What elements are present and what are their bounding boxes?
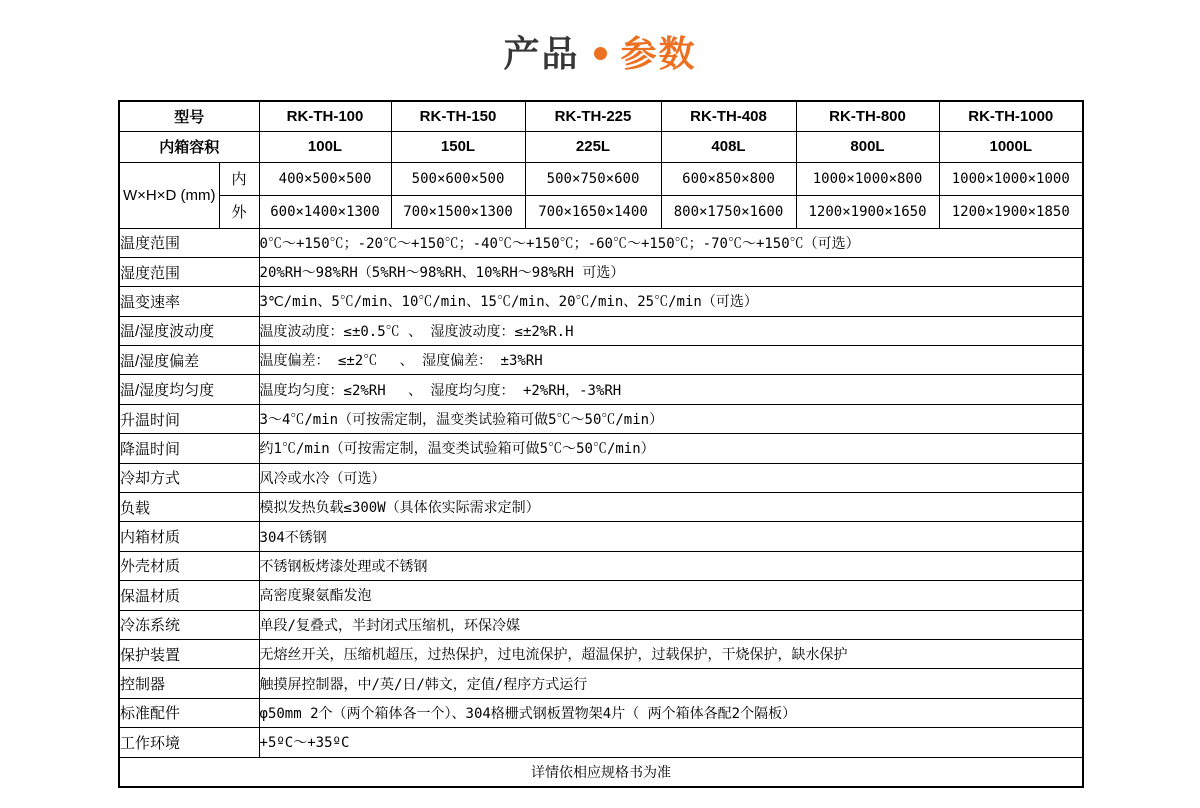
spec-row [119, 346, 1083, 375]
spec-label: 温/湿度均匀度 [119, 375, 259, 404]
volume-value: 408L [661, 131, 796, 162]
dimension-inner-value: 500×750×600 [525, 162, 661, 195]
dimension-inner-value: 600×850×800 [661, 162, 796, 195]
dimension-inner-row [119, 162, 1083, 195]
volume-row [119, 131, 1083, 162]
dimension-outer-row [119, 195, 1083, 228]
spec-label: 升温时间 [119, 404, 259, 433]
spec-value: 温度偏差： ≤±2℃ 、 湿度偏差： ±3%RH [259, 346, 1083, 375]
model-header-row [119, 101, 1083, 131]
spec-value: 20%RH～98%RH（5%RH～98%RH、10%RH～98%RH 可选） [259, 257, 1083, 286]
spec-label: 工作环境 [119, 728, 259, 757]
spec-row [119, 404, 1083, 433]
model-name: RK-TH-225 [525, 101, 661, 131]
spec-value: 0℃～+150℃；-20℃～+150℃；-40℃～+150℃；-60℃～+150℃；-70℃～+150℃（可选） [259, 228, 1083, 257]
spec-row [119, 257, 1083, 286]
spec-label: 内箱材质 [119, 522, 259, 551]
spec-label: 降温时间 [119, 434, 259, 463]
spec-label: 温/湿度波动度 [119, 316, 259, 345]
spec-label: 温度范围 [119, 228, 259, 257]
spec-value: 风冷或水冷（可选） [259, 463, 1083, 492]
spec-row [119, 228, 1083, 257]
model-name: RK-TH-150 [391, 101, 525, 131]
spec-table [118, 100, 1084, 788]
spec-label: 外壳材质 [119, 551, 259, 580]
spec-value: 约1℃/min（可按需定制，温变类试验箱可做5℃～50℃/min） [259, 434, 1083, 463]
spec-value: 温度均匀度：≤2%RH 、 湿度均匀度： +2%RH，-3%RH [259, 375, 1083, 404]
spec-label: 温/湿度偏差 [119, 346, 259, 375]
spec-row [119, 463, 1083, 492]
dimension-outer-value: 1200×1900×1850 [939, 195, 1083, 228]
spec-value: 3℃/min、5℃/min、10℃/min、15℃/min、20℃/min、25℃/min（可选） [259, 287, 1083, 316]
spec-value: 触摸屏控制器，中/英/日/韩文，定值/程序方式运行 [259, 669, 1083, 698]
spec-row [119, 728, 1083, 757]
dimension-inner-value: 1000×1000×1000 [939, 162, 1083, 195]
spec-value: 温度波动度：≤±0.5℃ 、 湿度波动度：≤±2%R.H [259, 316, 1083, 345]
dimension-outer-label: 外 [219, 195, 259, 228]
spec-row [119, 581, 1083, 610]
volume-value: 800L [796, 131, 939, 162]
spec-value: +5ºC～+35ºC [259, 728, 1083, 757]
spec-value: 高密度聚氨酯发泡 [259, 581, 1083, 610]
spec-value: 无熔丝开关，压缩机超压，过热保护，过电流保护，超温保护，过载保护，干烧保护，缺水保护 [259, 639, 1083, 668]
volume-label: 内箱容积 [119, 131, 259, 162]
volume-value: 100L [259, 131, 391, 162]
spec-label: 控制器 [119, 669, 259, 698]
dimension-inner-value: 400×500×500 [259, 162, 391, 195]
spec-value: 模拟发热负载≤300W（具体依实际需求定制） [259, 493, 1083, 522]
spec-row [119, 522, 1083, 551]
dimension-inner-value: 500×600×500 [391, 162, 525, 195]
dimension-outer-value: 700×1500×1300 [391, 195, 525, 228]
spec-label: 负载 [119, 493, 259, 522]
spec-value: φ50mm 2个（两个箱体各一个）、304格栅式钢板置物架4片（ 两个箱体各配2个隔板） [259, 698, 1083, 727]
spec-row [119, 287, 1083, 316]
spec-row [119, 669, 1083, 698]
dimension-outer-value: 600×1400×1300 [259, 195, 391, 228]
spec-value: 304不锈钢 [259, 522, 1083, 551]
spec-label: 湿度范围 [119, 257, 259, 286]
spec-label: 冷却方式 [119, 463, 259, 492]
spec-label: 温变速率 [119, 287, 259, 316]
spec-value: 3～4℃/min（可按需定制，温变类试验箱可做5℃～50℃/min） [259, 404, 1083, 433]
orange-dot-icon [594, 47, 607, 60]
title-text-dark: 产品 [503, 33, 580, 74]
spec-row [119, 551, 1083, 580]
volume-value: 150L [391, 131, 525, 162]
spec-label: 冷冻系统 [119, 610, 259, 639]
model-header-label: 型号 [119, 101, 259, 131]
spec-row [119, 493, 1083, 522]
footer-note: 详情依相应规格书为准 [119, 757, 1083, 787]
page-title [0, 26, 1200, 77]
dimension-inner-value: 1000×1000×800 [796, 162, 939, 195]
volume-value: 1000L [939, 131, 1083, 162]
dimension-outer-value: 1200×1900×1650 [796, 195, 939, 228]
dimension-outer-value: 700×1650×1400 [525, 195, 661, 228]
model-name: RK-TH-408 [661, 101, 796, 131]
spec-row [119, 610, 1083, 639]
spec-label: 保护装置 [119, 639, 259, 668]
spec-value: 不锈钢板烤漆处理或不锈钢 [259, 551, 1083, 580]
spec-label: 标准配件 [119, 698, 259, 727]
spec-row [119, 316, 1083, 345]
title-text-orange: 参数 [620, 33, 697, 74]
spec-row [119, 434, 1083, 463]
spec-row [119, 698, 1083, 727]
spec-row [119, 375, 1083, 404]
model-name: RK-TH-800 [796, 101, 939, 131]
dimension-inner-label: 内 [219, 162, 259, 195]
model-name: RK-TH-1000 [939, 101, 1083, 131]
spec-label: 保温材质 [119, 581, 259, 610]
spec-row [119, 639, 1083, 668]
spec-value: 单段/复叠式，半封闭式压缩机，环保冷媒 [259, 610, 1083, 639]
footer-row [119, 757, 1083, 787]
dimension-label: W×H×D (mm) [119, 162, 219, 228]
volume-value: 225L [525, 131, 661, 162]
model-name: RK-TH-100 [259, 101, 391, 131]
dimension-outer-value: 800×1750×1600 [661, 195, 796, 228]
